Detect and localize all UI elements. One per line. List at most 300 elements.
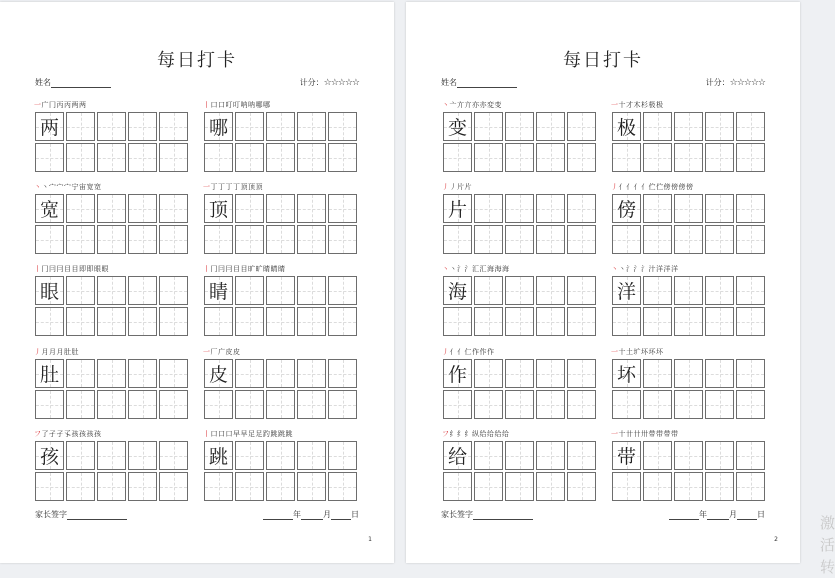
stroke-order: 一十才木杉极极: [611, 101, 664, 109]
grid-cell: [674, 225, 703, 254]
tianzige-grid: [34, 440, 189, 502]
grid-cell: [66, 276, 95, 305]
grid-cell: [159, 441, 188, 470]
grid-cell: [328, 359, 357, 388]
grid-cell: [612, 225, 641, 254]
model-character: 宽: [39, 199, 59, 221]
grid-cell: [505, 390, 534, 419]
grid-cell: [35, 359, 64, 388]
grid-cell: [66, 112, 95, 141]
grid-cell: [97, 307, 126, 336]
practice-block: [203, 347, 358, 420]
tianzige-grid: [442, 275, 597, 337]
tianzige-grid: [611, 440, 766, 502]
grid-cell: [674, 390, 703, 419]
grid-cell: [705, 112, 734, 141]
page-title: 每日打卡: [157, 50, 237, 71]
grid-cell: [128, 225, 157, 254]
grid-cell: [235, 472, 264, 501]
practice-block: [442, 182, 597, 255]
star-rating-icon: ☆☆☆☆☆: [323, 78, 359, 88]
grid-cell: [567, 307, 596, 336]
model-character: 坏: [616, 364, 636, 386]
grid-cell: [35, 112, 64, 141]
tianzige-grid: [203, 193, 358, 255]
stroke-order: 丨口口口早早足足趵跳跳跳: [203, 430, 293, 438]
grid-cell: [674, 276, 703, 305]
name-label: 姓名: [441, 78, 457, 87]
grid-cell: [474, 307, 503, 336]
grid-cell: [536, 359, 565, 388]
page-number: 2: [774, 536, 778, 543]
grid-cell: [97, 390, 126, 419]
grid-cell: [705, 390, 734, 419]
model-character: 片: [447, 199, 467, 221]
model-character: 睛: [208, 281, 228, 303]
grid-cell: [567, 194, 596, 223]
grid-cell: [674, 441, 703, 470]
grid-cell: [474, 194, 503, 223]
model-character: 带: [616, 446, 636, 468]
grid-cell: [35, 225, 64, 254]
grid-cell: [736, 441, 765, 470]
grid-cell: [97, 143, 126, 172]
model-character: 孩: [39, 446, 59, 468]
tianzige-grid: [611, 193, 766, 255]
grid-cell: [66, 359, 95, 388]
grid-cell: [474, 276, 503, 305]
grid-cell: [474, 143, 503, 172]
grid-cell: [297, 307, 326, 336]
tianzige-grid: [34, 193, 189, 255]
grid-cell: [505, 143, 534, 172]
grid-cell: [297, 225, 326, 254]
grid-cell: [128, 359, 157, 388]
grid-cell: [736, 194, 765, 223]
grid-cell: [674, 472, 703, 501]
grid-cell: [66, 390, 95, 419]
name-label: 姓名: [35, 78, 51, 87]
grid-cell: [736, 225, 765, 254]
grid-cell: [443, 112, 472, 141]
grid-cell: [536, 194, 565, 223]
tianzige-grid: [34, 275, 189, 337]
grid-cell: [204, 225, 233, 254]
name-field: [441, 77, 517, 88]
stroke-order: 丨冂冃冃目目旷旷睛睛睛: [203, 265, 286, 273]
grid-cell: [204, 359, 233, 388]
model-character: 给: [447, 446, 467, 468]
grid-cell: [643, 143, 672, 172]
practice-block: [203, 264, 358, 337]
grid-cell: [736, 307, 765, 336]
grid-cell: [266, 472, 295, 501]
model-character: 作: [447, 364, 467, 386]
grid-cell: [505, 307, 534, 336]
grid-cell: [266, 359, 295, 388]
practice-block: [611, 347, 766, 420]
grid-cell: [97, 112, 126, 141]
grid-cell: [474, 112, 503, 141]
grid-cell: [204, 472, 233, 501]
star-rating-icon: ☆☆☆☆☆: [729, 78, 765, 88]
practice-block: [611, 100, 766, 173]
grid-cell: [674, 359, 703, 388]
grid-cell: [643, 359, 672, 388]
stroke-order: 丿丿片片: [442, 183, 472, 191]
grid-cell: [536, 441, 565, 470]
grid-cell: [35, 143, 64, 172]
practice-block: [34, 182, 189, 255]
model-character: 傍: [616, 199, 636, 221]
stroke-order: 丶丶氵氵汇汇海海海: [442, 265, 510, 273]
practice-block: [442, 429, 597, 502]
date-field: 年 月 日: [263, 509, 359, 520]
grid-cell: [35, 307, 64, 336]
grid-cell: [643, 276, 672, 305]
model-character: 极: [616, 117, 636, 139]
score-label: 计分：: [705, 78, 730, 87]
worksheet-page-1: [0, 2, 394, 563]
stroke-order: フ了孑孑孓孩孩孩孩: [34, 430, 102, 438]
grid-cell: [567, 472, 596, 501]
model-character: 哪: [208, 117, 228, 139]
stroke-order: 丶丶宀宀宀宁宙宽宽: [34, 183, 102, 191]
grid-cell: [643, 472, 672, 501]
grid-cell: [35, 276, 64, 305]
grid-cell: [97, 359, 126, 388]
grid-cell: [128, 276, 157, 305]
grid-cell: [35, 390, 64, 419]
grid-cell: [443, 390, 472, 419]
grid-cell: [612, 359, 641, 388]
practice-block: [203, 182, 358, 255]
grid-cell: [705, 472, 734, 501]
grid-cell: [35, 472, 64, 501]
grid-cell: [66, 441, 95, 470]
grid-cell: [705, 194, 734, 223]
tianzige-grid: [442, 111, 597, 173]
page-number: 1: [368, 536, 372, 543]
practice-block: [442, 100, 597, 173]
model-character: 肚: [39, 364, 59, 386]
score-field: [706, 77, 765, 88]
grid-cell: [612, 390, 641, 419]
grid-cell: [128, 472, 157, 501]
tianzige-grid: [611, 275, 766, 337]
grid-cell: [204, 194, 233, 223]
grid-cell: [705, 359, 734, 388]
grid-cell: [674, 143, 703, 172]
grid-cell: [204, 390, 233, 419]
grid-cell: [204, 112, 233, 141]
grid-cell: [328, 307, 357, 336]
grid-cell: [443, 472, 472, 501]
tianzige-grid: [203, 440, 358, 502]
grid-cell: [128, 194, 157, 223]
grid-cell: [612, 143, 641, 172]
stroke-order: 丨冂冃冃目目即即眼眼: [34, 265, 109, 273]
grid-cell: [297, 194, 326, 223]
tianzige-grid: [611, 111, 766, 173]
stroke-order: 丶丶氵氵氵汁洋洋洋: [611, 265, 679, 273]
model-character: 皮: [208, 364, 228, 386]
stroke-order: フ纟纟纟纵给给给给: [442, 430, 510, 438]
date-field: 年 月 日: [669, 509, 765, 520]
tianzige-grid: [442, 193, 597, 255]
grid-cell: [567, 359, 596, 388]
grid-cell: [328, 390, 357, 419]
grid-cell: [643, 390, 672, 419]
practice-block: [442, 264, 597, 337]
grid-cell: [97, 225, 126, 254]
grid-cell: [297, 472, 326, 501]
name-field: [35, 77, 111, 88]
grid-cell: [128, 112, 157, 141]
grid-cell: [159, 359, 188, 388]
grid-cell: [443, 143, 472, 172]
grid-cell: [674, 307, 703, 336]
grid-cell: [128, 143, 157, 172]
signature-label: 家长签字: [35, 510, 67, 519]
grid-cell: [297, 112, 326, 141]
grid-cell: [536, 112, 565, 141]
grid-cell: [443, 441, 472, 470]
practice-block: [611, 429, 766, 502]
grid-cell: [643, 441, 672, 470]
grid-cell: [328, 112, 357, 141]
grid-cell: [536, 276, 565, 305]
grid-cell: [328, 225, 357, 254]
tianzige-grid: [203, 275, 358, 337]
grid-cell: [328, 276, 357, 305]
grid-cell: [159, 276, 188, 305]
tianzige-grid: [34, 358, 189, 420]
grid-cell: [567, 112, 596, 141]
grid-cell: [328, 143, 357, 172]
grid-cell: [736, 276, 765, 305]
grid-cell: [736, 472, 765, 501]
grid-cell: [35, 441, 64, 470]
grid-cell: [328, 194, 357, 223]
grid-cell: [536, 472, 565, 501]
grid-cell: [612, 472, 641, 501]
grid-cell: [128, 390, 157, 419]
grid-cell: [97, 472, 126, 501]
grid-cell: [536, 143, 565, 172]
stroke-order: 一厂广皮皮: [203, 348, 241, 356]
grid-cell: [674, 194, 703, 223]
grid-cell: [66, 194, 95, 223]
signature-underline: [473, 512, 533, 520]
parent-signature-field: [441, 509, 533, 520]
grid-cell: [97, 194, 126, 223]
grid-cell: [297, 143, 326, 172]
grid-cell: [643, 194, 672, 223]
grid-cell: [474, 472, 503, 501]
grid-cell: [66, 472, 95, 501]
grid-cell: [235, 276, 264, 305]
grid-cell: [612, 276, 641, 305]
grid-cell: [66, 225, 95, 254]
stroke-order: 丨口口叮叮呐呐哪哪: [203, 101, 271, 109]
practice-block: [34, 100, 189, 173]
grid-cell: [235, 194, 264, 223]
signature-label: 家长签字: [441, 510, 473, 519]
tianzige-grid: [442, 440, 597, 502]
model-character: 眼: [39, 281, 59, 303]
practice-block: [611, 264, 766, 337]
grid-cell: [567, 276, 596, 305]
model-character: 变: [447, 117, 467, 139]
grid-cell: [736, 359, 765, 388]
grid-cell: [235, 112, 264, 141]
practice-block: [34, 429, 189, 502]
grid-cell: [297, 359, 326, 388]
grid-cell: [266, 112, 295, 141]
grid-cell: [505, 112, 534, 141]
grid-cell: [505, 276, 534, 305]
tianzige-grid: [611, 358, 766, 420]
grid-cell: [736, 143, 765, 172]
grid-cell: [266, 194, 295, 223]
grid-cell: [505, 225, 534, 254]
grid-cell: [235, 390, 264, 419]
grid-cell: [204, 307, 233, 336]
grid-cell: [736, 112, 765, 141]
grid-cell: [567, 441, 596, 470]
grid-cell: [705, 276, 734, 305]
grid-cell: [159, 307, 188, 336]
grid-cell: [66, 143, 95, 172]
tianzige-grid: [34, 111, 189, 173]
grid-cell: [235, 307, 264, 336]
grid-cell: [159, 472, 188, 501]
grid-cell: [66, 307, 95, 336]
grid-cell: [536, 225, 565, 254]
grid-cell: [736, 390, 765, 419]
grid-cell: [474, 225, 503, 254]
grid-cell: [474, 359, 503, 388]
grid-cell: [474, 390, 503, 419]
grid-cell: [505, 359, 534, 388]
grid-cell: [443, 225, 472, 254]
grid-cell: [266, 390, 295, 419]
stroke-order: 丿亻亻仁作作作: [442, 348, 495, 356]
stroke-order: 一丁丁丁丁顶顶顶: [203, 183, 263, 191]
grid-cell: [505, 441, 534, 470]
stroke-order: 一十卄卄卅带带带带: [611, 430, 679, 438]
grid-cell: [474, 441, 503, 470]
grid-cell: [235, 143, 264, 172]
grid-cell: [567, 143, 596, 172]
grid-cell: [328, 441, 357, 470]
grid-cell: [643, 112, 672, 141]
model-character: 洋: [616, 281, 636, 303]
grid-cell: [266, 307, 295, 336]
grid-cell: [674, 112, 703, 141]
practice-block: [203, 429, 358, 502]
practice-block: [611, 182, 766, 255]
grid-cell: [567, 225, 596, 254]
grid-cell: [204, 276, 233, 305]
grid-cell: [297, 441, 326, 470]
stroke-order: 丶亠亣亣亦亦変变: [442, 101, 502, 109]
grid-cell: [536, 390, 565, 419]
grid-cell: [159, 390, 188, 419]
tianzige-grid: [442, 358, 597, 420]
score-field: [300, 77, 359, 88]
practice-block: [442, 347, 597, 420]
grid-cell: [235, 225, 264, 254]
grid-cell: [266, 225, 295, 254]
grid-cell: [505, 194, 534, 223]
name-underline: [51, 80, 111, 88]
stroke-order: 丿月月月肚肚: [34, 348, 79, 356]
model-character: 顶: [208, 199, 228, 221]
activation-watermark: 激活转: [820, 514, 835, 576]
stroke-order: 丿亻亻亻亻伫伫傍傍傍傍: [611, 183, 694, 191]
tianzige-grid: [203, 111, 358, 173]
worksheet-page-2: [406, 2, 800, 563]
grid-cell: [297, 276, 326, 305]
grid-cell: [204, 143, 233, 172]
grid-cell: [159, 225, 188, 254]
tianzige-grid: [203, 358, 358, 420]
page-title: 每日打卡: [563, 50, 643, 71]
grid-cell: [97, 441, 126, 470]
stroke-order: 一十土圹坏坏坏: [611, 348, 664, 356]
grid-cell: [567, 390, 596, 419]
grid-cell: [612, 307, 641, 336]
practice-block: [203, 100, 358, 173]
grid-cell: [612, 441, 641, 470]
grid-cell: [128, 441, 157, 470]
name-underline: [457, 80, 517, 88]
grid-cell: [235, 441, 264, 470]
grid-cell: [159, 112, 188, 141]
grid-cell: [705, 225, 734, 254]
grid-cell: [643, 307, 672, 336]
grid-cell: [705, 441, 734, 470]
grid-cell: [505, 472, 534, 501]
grid-cell: [297, 390, 326, 419]
grid-cell: [536, 307, 565, 336]
signature-underline: [67, 512, 127, 520]
grid-cell: [612, 112, 641, 141]
grid-cell: [97, 276, 126, 305]
grid-cell: [159, 143, 188, 172]
grid-cell: [643, 225, 672, 254]
grid-cell: [443, 276, 472, 305]
grid-cell: [266, 276, 295, 305]
grid-cell: [443, 307, 472, 336]
stroke-order: 一广冂丙丙两两: [34, 101, 87, 109]
parent-signature-field: [35, 509, 127, 520]
model-character: 跳: [208, 446, 228, 468]
grid-cell: [159, 194, 188, 223]
grid-cell: [443, 359, 472, 388]
grid-cell: [128, 307, 157, 336]
grid-cell: [612, 194, 641, 223]
grid-cell: [328, 472, 357, 501]
practice-block: [34, 347, 189, 420]
grid-cell: [705, 143, 734, 172]
grid-cell: [266, 143, 295, 172]
grid-cell: [204, 441, 233, 470]
grid-cell: [443, 194, 472, 223]
score-label: 计分：: [299, 78, 324, 87]
